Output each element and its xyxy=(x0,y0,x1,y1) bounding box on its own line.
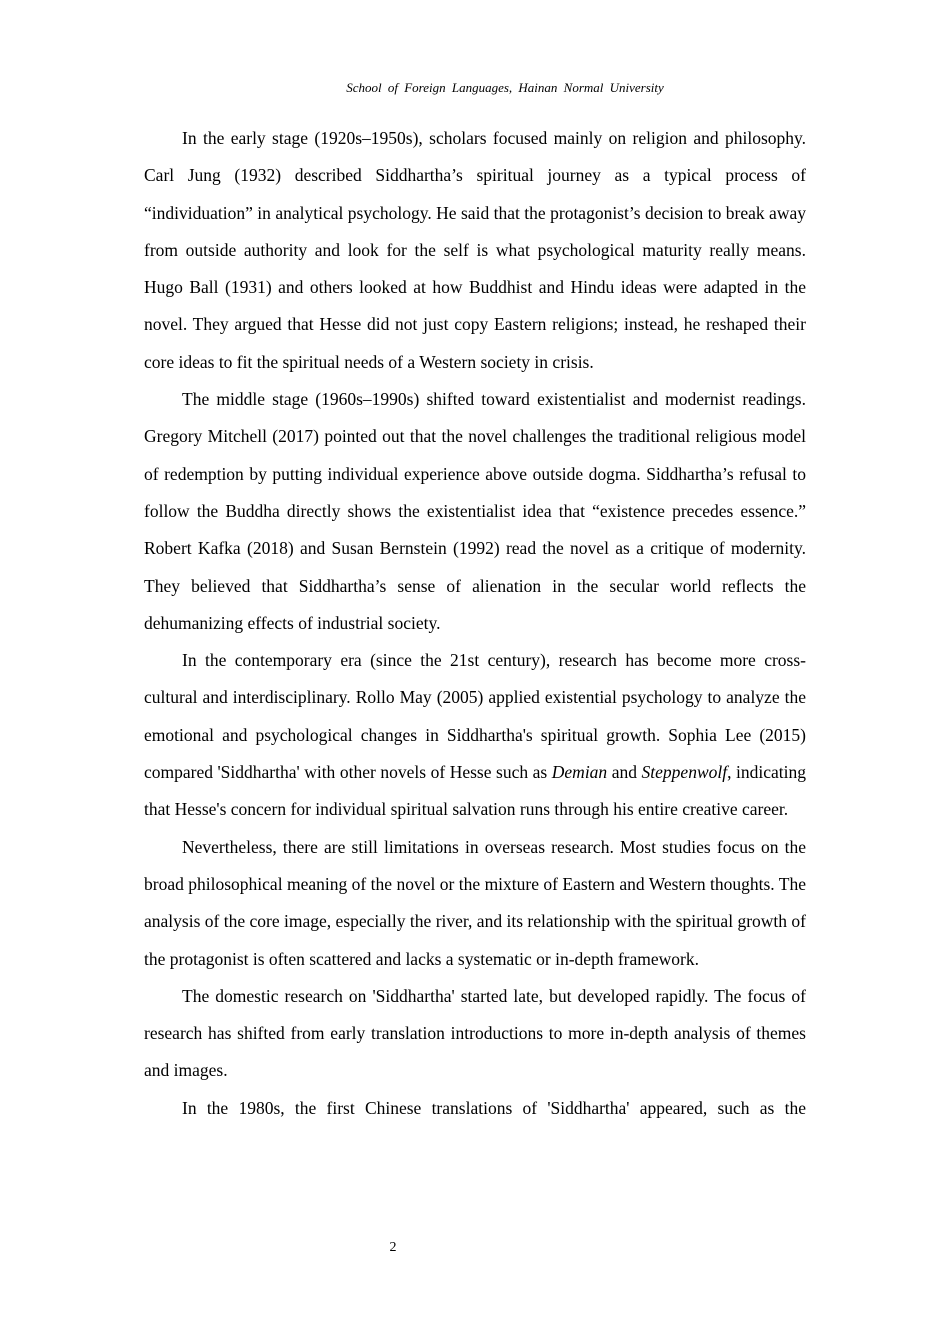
paragraph xyxy=(144,978,806,1090)
italic-title: Steppenwolf xyxy=(641,762,728,783)
text-run: and xyxy=(607,762,642,783)
page-number: 2 xyxy=(389,1240,397,1255)
text-run: In the 1980s, the first Chinese translations of 'Siddhartha' appeared, such as the xyxy=(182,1097,806,1118)
paragraph xyxy=(144,1090,806,1127)
text-run: , indicating that Hesse's concern for individual spiritual salvation runs through his entire creative career. xyxy=(144,762,806,820)
paragraph xyxy=(144,829,806,978)
text-run: Nevertheless, there are still limitations in overseas research. Most studies focus on the broad philosophical meaning of the novel or the mixture of Eastern and Western thoughts. The analysis of the core image, especially the river, and its relationship with the spiritual growth of the protagonist is often scattered and lacks a systematic or in-depth framework. xyxy=(144,836,806,969)
body-text xyxy=(144,120,806,1127)
paragraph xyxy=(144,642,806,828)
text-run: In the contemporary era (since the 21st century), research has become more cross-cultural and interdisciplinary. Rollo May (2005) applied existential psychology to analyze the emotional and psychological changes in Siddhartha's spiritual growth. Sophia Lee (2015) compared 'Siddhartha' with other novels of Hesse such as xyxy=(144,650,806,783)
text-run: The domestic research on 'Siddhartha' started late, but developed rapidly. The focus of research has shifted from early translation introductions to more in-depth analysis of themes and images. xyxy=(144,985,806,1081)
paragraph xyxy=(144,120,806,381)
italic-title: Demian xyxy=(551,762,608,783)
text-run: In the early stage (1920s–1950s), scholars focused mainly on religion and philosophy. Carl Jung (1932) described Siddhartha’s spiritual journey as a typical process of “individuation” in analytical psychology. He said that the protagonist’s decision to break away from outside authority and look for the self is what psychological maturity really means. Hugo Ball (1931) and others looked at how Buddhist and Hindu ideas were adapted in the novel. They argued that Hesse did not just copy Eastern religions; instead, he reshaped their core ideas to fit the spiritual needs of a Western society in crisis. xyxy=(144,128,806,372)
paragraph xyxy=(144,381,806,642)
text-run: The middle stage (1960s–1990s) shifted toward existentialist and modernist readings. Gregory Mitchell (2017) pointed out that the novel challenges the traditional religious model of redemption by putting individual experience above outside dogma. Siddhartha’s refusal to follow the Buddha directly shows the existentialist idea that “existence precedes essence.” Robert Kafka (2018) and Susan Bernstein (1992) read the novel as a critique of modernity. They believed that Siddhartha’s sense of alienation in the secular world reflects the dehumanizing effects of industrial society. xyxy=(144,389,806,633)
running-header: School of Foreign Languages, Hainan Normal University xyxy=(346,80,664,95)
